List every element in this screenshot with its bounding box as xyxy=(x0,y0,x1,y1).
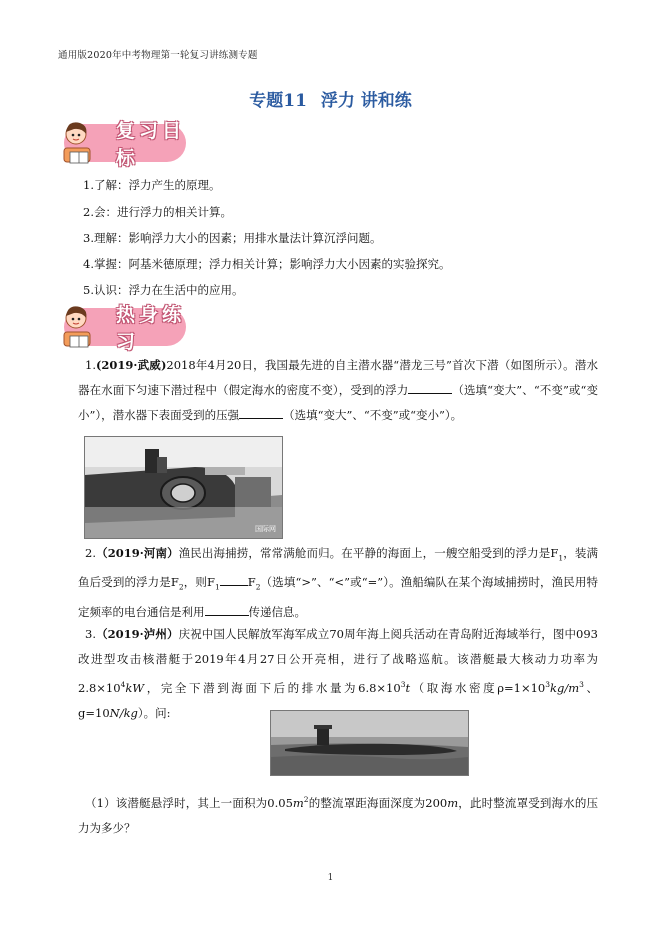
q3-text-2: ，完全下潜到海面下后的排水量为6.8×10 xyxy=(144,680,401,695)
photo-watermark: 国际网 xyxy=(255,525,276,533)
q3-exp-3: 3 xyxy=(545,680,551,689)
submersible-photo xyxy=(84,436,283,539)
q2-sub-3: 1 xyxy=(215,582,220,592)
q3-sub-text-3: ，此时整流罩受到海水的压力为多少？ xyxy=(78,795,598,835)
q3-number: 3. xyxy=(85,627,96,641)
question-2 xyxy=(78,541,598,625)
q2-sub-2: 2 xyxy=(178,582,184,592)
warmup-banner-label: 热身练习 xyxy=(116,304,186,353)
q3-text-5: ）。问: xyxy=(137,705,171,720)
q2-text-4: F xyxy=(247,575,256,590)
q2-source: （2019·河南） xyxy=(95,546,179,560)
page-number: 1 xyxy=(327,873,334,883)
q1-number: 1. xyxy=(85,358,96,372)
goal-item-2: 2.会：进行浮力的相关计算。 xyxy=(83,205,232,219)
question-3-part-1 xyxy=(78,787,598,841)
q3-unit-3: kg/m xyxy=(550,680,580,695)
goal-item-5: 5.认识：浮力在生活中的应用。 xyxy=(83,283,244,297)
goal-item-3: 3.理解：影响浮力大小的因素；用排水量法计算沉浮问题。 xyxy=(83,231,382,245)
question-1 xyxy=(78,353,598,428)
q3-unit-1: kW xyxy=(125,680,145,695)
girl-reading-icon xyxy=(56,302,108,354)
goals-banner-label: 复习目标 xyxy=(116,120,186,169)
q2-number: 2. xyxy=(85,546,96,560)
q2-sub-1: 1 xyxy=(558,553,564,563)
q2-text-2: ，装满鱼后受到的浮力是F xyxy=(78,546,598,590)
q1-blank-1[interactable] xyxy=(408,383,452,394)
q3-text-3: （取海水密度ρ=1×10 xyxy=(410,680,546,695)
q3-exp-2: 3 xyxy=(400,680,406,689)
q2-blank-2[interactable] xyxy=(205,605,249,616)
q3-unit-2: t xyxy=(405,680,411,695)
page-title xyxy=(0,86,661,111)
q2-sub-4: 2 xyxy=(255,582,261,592)
goals-banner xyxy=(56,118,186,170)
submarine-image xyxy=(271,711,468,775)
q3-sub-text-1: 该潜艇悬浮时，其上一面积为0.05 xyxy=(115,795,293,810)
q3-sub-unit-2: m xyxy=(447,795,459,810)
q3-exp-4: 3 xyxy=(579,680,584,689)
goal-item-1: 1.了解：浮力产生的原理。 xyxy=(83,178,221,192)
q3-text-1: 庆祝中国人民解放军海军成立70周年海上阅兵活动在青岛附近海域举行，图中093改进型攻击核潜艇于2019年4月27日公开亮相，进行了战略巡航。该潜艇最大核动力功率为2.8×10 xyxy=(78,627,598,695)
q3-sub-number: （1） xyxy=(85,795,116,810)
header-note: 通用版2020年中考物理第一轮复习讲练测专题 xyxy=(58,50,258,61)
submarine-photo xyxy=(270,710,469,776)
q2-text-5: （选填“>”、“<”或“=”）。渔船编队在某个海域捕捞时，渔民用特定频率的电台通信是利用 xyxy=(78,575,599,619)
q2-text-6: 传递信息。 xyxy=(248,604,306,619)
q3-unit-4: N/kg xyxy=(109,705,138,720)
q3-source: （2019·泸州） xyxy=(95,627,179,641)
q3-exp-1: 4 xyxy=(120,680,126,689)
submersible-image xyxy=(85,437,282,538)
warmup-banner xyxy=(56,302,186,354)
title-topic: 浮力 讲和练 xyxy=(320,91,412,111)
q3-sub-unit-1: m xyxy=(292,795,304,810)
girl-reading-icon xyxy=(56,118,108,170)
q1-text-1: 2018年4月20日，我国最先进的自主潜水器“潜龙三号”首次下潜（如图所示）。潜水器在水面下匀速下潜过程中（假定海水的密度不变），受到的浮力 xyxy=(78,358,598,397)
q2-text-3: ，则F xyxy=(183,575,215,590)
q3-sub-exp-1: 2 xyxy=(303,795,309,804)
q1-text-3: （选填“变大”、“不变”或“变小”）。 xyxy=(283,408,463,422)
title-number: 专题11 xyxy=(249,91,307,111)
q1-source: (2019·武威) xyxy=(95,358,167,372)
q1-blank-2[interactable] xyxy=(239,408,283,419)
goal-item-4: 4.掌握：阿基米德原理；浮力相关计算；影响浮力大小因素的实验探究。 xyxy=(83,257,451,271)
q2-text-1: 渔民出海捕捞，常常满舱而归。在平静的海面上，一艘空船受到的浮力是F xyxy=(178,546,559,560)
q3-text-4: 、g=10 xyxy=(78,680,598,720)
q3-sub-text-2: 的整流罩距海面深度为200 xyxy=(308,795,448,810)
q2-blank-1[interactable] xyxy=(220,575,248,586)
q1-text-2: （选填“变大”、“不变”或“变小”），潜水器下表面受到的压强 xyxy=(78,383,598,422)
